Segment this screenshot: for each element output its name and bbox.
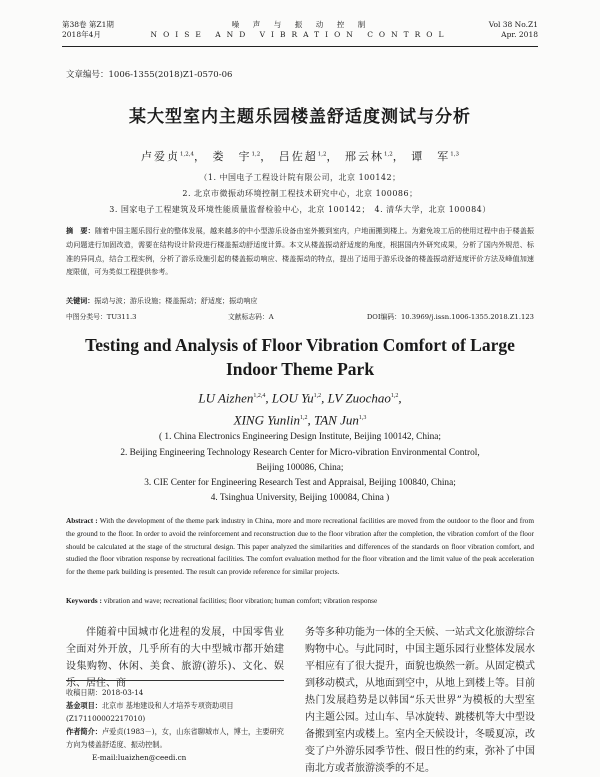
journal-name-en: NOISE AND VIBRATION CONTROL xyxy=(150,30,450,39)
author-email: E-mail:luaizhen@ceedi.cn xyxy=(92,753,187,762)
body-left-column: 伴随着中国城市化进程的发展，中国零售业全面对外开放，几乎所有的大中型城市都开始建设集购物、休闲、美食、旅游(游乐)、文化、娱乐、居住、商 xyxy=(66,627,284,689)
keywords-cn xyxy=(66,296,258,306)
authors-en-line1: LU Aizhen$^{1,2,4}$, LOU Yu$^{1,2}$, LV Zuochao$^{1,2}$, xyxy=(198,390,402,406)
authors-cn: 卢爱贞$^{1,2,4}$， 娄 宇$^{1,2}$， 吕佐超$^{1,2}$， 邢云林$^{1,2}$， 谭 军$^{1,3}$ xyxy=(141,150,459,163)
keywords-en xyxy=(66,596,377,605)
author-sup: 1,2 xyxy=(390,393,399,399)
affiliation-en-2b: Beijing 100086, China; xyxy=(256,463,344,473)
fund-text: 北京市 基地建设和人才培养专项资助项目(Z171100002217010) xyxy=(66,701,234,723)
abstract-en-text: With the development of the theme park industry in China, more and more recreational facilities are moved from the outdoor to the floor and from the ground to the floor. In order to avoid the reinforcement and reconstruction due to the floor vibration after the completion, the vibration comfort of the floor should be calculated at the stage of the structural design. This paper analyzed the similarities and differences of the standards on floor vibration comfort, and studied the floor vibration response by recreational facilities. The comfort evaluation method for the floor vibration and the limit value of the peak acceleration for the theme park building is presented. The result can provide reference for similar projects. xyxy=(66,516,534,577)
author-sup: 1,2,4 xyxy=(253,393,266,399)
abstract-cn-label: 摘 要： xyxy=(66,226,95,235)
author-en: XING Yunlin xyxy=(233,412,300,428)
author-bio-text: 卢爱贞(1983－)，女，山东省聊城市人，博士，主要研究方向为楼盖舒适度、振动控制。 xyxy=(66,727,284,749)
author-en: TAN Jun xyxy=(313,412,359,428)
volume-en: Vol 38 No.Z1 xyxy=(488,20,538,29)
abstract-en xyxy=(66,515,534,579)
running-header xyxy=(62,20,538,47)
author-cn: 卢爱贞 xyxy=(141,150,180,163)
author-sup: 1,2 xyxy=(384,151,393,158)
author-cn: 邢云林 xyxy=(345,150,384,163)
abstract-cn xyxy=(66,224,534,279)
author-cn: 娄 宇 xyxy=(212,150,252,163)
affiliation-en-1: ( 1. China Electronics Engineering Design Institute, Beijing 100142, China; xyxy=(159,432,441,442)
abstract-cn-text: 随着中国主题乐园行业的整体发展，越来越多的中小型游乐设备由室外搬到室内，户地面搬到楼上。为避免竣工后的使用过程中由于楼盖振动问题进行加固改造，需要在结构设计阶段进行楼盖振动舒适度计算。本文从楼盖振动舒适度的角度，根据国内外研究成果，分析了国内外规范、标准的异同点，结合工程实例，分析了游乐设施引起的楼盖振动响应、楼盖振动的特点，提出了适用于游乐设备的楼盖振动舒适度评价方法及峰值加速度限值，可为类似工程提供参考。 xyxy=(66,226,535,277)
doi: DOI编码：10.3969/j.issn.1006-1355.2018.Z1.123 xyxy=(366,313,534,321)
author-sup: 1,2 xyxy=(313,393,322,399)
article-number: 文章编号：1006-1355(2018)Z1-0570-06 xyxy=(66,70,233,80)
body-right-column: 务等多种功能为一体的全天候、一站式文化旅游综合购物中心。与此同时，中国主题乐园行业整体发展水平相应有了很大提升，面貌也焕然一新。从固定模式到移动模式，从地面到空中，从地上到楼上等。目前热门发展趋势是以韩国“乐天世界”为模板的大型室内主题公园。过山车、旱冰旋转、跳楼机等大中型设备搬到室内或楼上。室内全天候设计，冬暖夏凉，改变了户外游乐园季节性、假日性的约束，弥补了中国南北方或者旅游淡季的不足。 xyxy=(305,627,535,774)
issue-date-en: Apr. 2018 xyxy=(501,30,538,39)
affiliation-cn-2: 2. 北京市微振动环境控制工程技术研究中心，北京 100086； xyxy=(182,189,418,198)
author-sup: 1,2 xyxy=(299,415,308,422)
clc-number: 中图分类号：TU311.3 xyxy=(66,313,137,321)
author-sup: 1,2 xyxy=(251,151,261,158)
author-en: LOU Yu xyxy=(271,390,314,406)
authors-en xyxy=(0,386,600,431)
affiliation-cn-3: 3. 国家电子工程建筑及环境性能质量监督检验中心，北京 100142； 4. 清华大学，北京 100084） xyxy=(109,205,491,214)
journal-name-cn: 噪 声 与 振 动 控 制 xyxy=(231,20,369,29)
author-note xyxy=(66,725,284,751)
author-cn: 谭 军 xyxy=(411,150,451,163)
author-cn: 吕佐超 xyxy=(278,150,318,163)
fund-label: 基金项目： xyxy=(66,701,102,710)
author-sup: 1,3 xyxy=(358,415,367,422)
author-en: LV Zuochao xyxy=(327,390,391,406)
affiliation-cn-1: （1. 中国电子工程设计院有限公司，北京 100142； xyxy=(199,173,401,182)
issue-date-cn: 2018年4月 xyxy=(62,30,101,39)
received-date: 收稿日期：2018-03-14 xyxy=(66,688,144,697)
affiliation-en-2: 2. Beijing Engineering Technology Research Center for Micro-vibration Environmental Control, xyxy=(120,448,480,458)
author-sup: 1,3 xyxy=(450,151,459,158)
authors-en-line2: XING Yunlin$^{1,2}$, TAN Jun$^{1,3}$ xyxy=(233,412,367,428)
volume-issue: 第38卷 第Z1期 xyxy=(62,20,114,29)
abstract-en-label: Abstract : xyxy=(66,516,98,525)
document-code: 文献标志码：A xyxy=(228,313,274,321)
author-sup: 1,2,4 xyxy=(180,151,194,158)
affiliation-en-3: 3. CIE Center for Engineering Research Test and Appraisal, Beijing 100840, China; xyxy=(144,478,456,488)
header-vol-en xyxy=(489,20,538,40)
author-en: LU Aizhen xyxy=(198,390,254,406)
title-cn: 某大型室内主题乐园楼盖舒适度测试与分析 xyxy=(129,107,471,127)
fund-note xyxy=(66,699,284,725)
keywords-cn-text: 振动与波；游乐设施；楼盖振动；舒适度；振动响应 xyxy=(94,296,258,305)
keywords-en-text: vibration and wave; recreational facilities; floor vibration; human comfort; vibration response xyxy=(103,596,378,605)
keywords-en-label: Keywords : xyxy=(66,596,102,605)
author-sup: 1,2 xyxy=(317,151,327,158)
header-journal xyxy=(62,20,538,40)
title-en: Testing and Analysis of Floor Vibration Comfort of Large Indoor Theme Park xyxy=(85,335,515,379)
author-bio-label: 作者简介： xyxy=(66,727,102,736)
footnotes xyxy=(66,680,284,764)
keywords-cn-label: 关键词： xyxy=(66,296,95,305)
affiliation-en-4: 4. Tsinghua University, Beijing 100084, China ) xyxy=(210,493,390,503)
